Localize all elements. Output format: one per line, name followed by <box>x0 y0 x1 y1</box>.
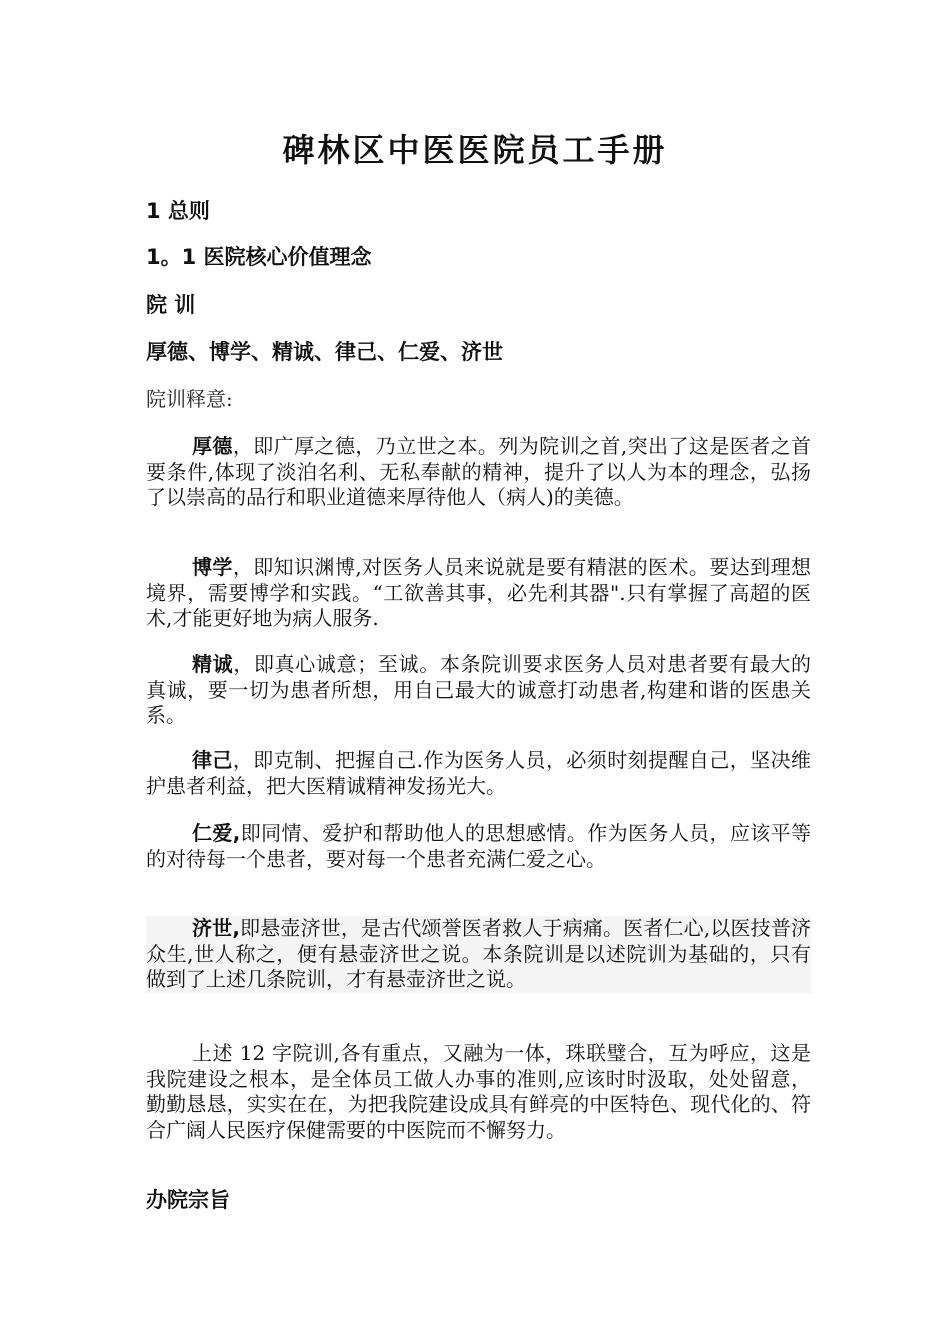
paragraph-jingcheng <box>146 652 811 729</box>
paragraph-term: 博学 <box>192 555 233 579</box>
motto-text: 厚德、博学、精诚、律己、仁爱、济世 <box>146 340 503 364</box>
paragraph-text: 即同情、爱护和帮助他人的思想感情。作为医务人员，应该平等的对待每一个患者，要对每一个患者充满仁爱之心。 <box>146 821 811 871</box>
paragraph-text: 即悬壶济世，是古代颂誉医者救人于病痛。医者仁心,以医技普济众生,世人称之，便有悬壶济世之说。本条院训是以述院训为基础的，只有做到了上述几条院训，才有悬壶济世之说。 <box>146 916 812 991</box>
paragraph-jishi <box>146 916 811 993</box>
paragraph-term: 精诚 <box>192 652 234 676</box>
paragraph-text: ，即克制、把握自己.作为医务人员，必须时刻提醒自己，坚决维护患者利益，把大医精诚精神发扬光大。 <box>146 748 811 798</box>
paragraph-text: ，即知识渊博,对医务人员来说就是要有精湛的医术。要达到理想境界，需要博学和实践。“工欲善其事，必先利其器".只有掌握了高超的医术,才能更好地为病人服务. <box>146 555 811 630</box>
paragraph-text: ，即广厚之德，乃立世之本。列为院训之首,突出了这是医者之首要条件,体现了淡泊名利、无私奉献的精神，提升了以人为本的理念，弘扬了以崇高的品行和职业道德来厚待他人（病人)的美德。 <box>146 434 811 509</box>
paragraph-summary: 上述 12 字院训,各有重点，又融为一体，珠联璧合，互为呼应，这是我院建设之根本，是全体员工做人办事的准则,应该时时汲取，处处留意，勤勤恳恳，实实在在，为把我院建设成具有鲜亮的中医特色、现代化的、符合广阔人民医疗保健需要的中医院而不懈努力。 <box>146 1041 811 1142</box>
paragraph-renai <box>146 821 811 872</box>
section-heading-core-values: 1。1 医院核心价值理念 <box>146 245 372 269</box>
section-heading-purpose: 办院宗旨 <box>146 1188 230 1212</box>
paragraph-boxue <box>146 555 811 632</box>
paragraph-term: 律己 <box>192 748 233 772</box>
paragraph-houde <box>146 434 811 511</box>
paragraph-term: 济世, <box>192 916 240 940</box>
document-title: 碑林区中医医院员工手册 <box>282 131 668 169</box>
section-heading-general: 1 总则 <box>146 199 210 223</box>
paragraph-text: ，即真心诚意；至诚。本条院训要求医务人员对患者要有最大的真诚，要一切为患者所想，用自己最大的诚意打动患者,构建和谐的医患关系。 <box>146 652 812 727</box>
paragraph-term: 厚德 <box>192 434 233 458</box>
paragraph-lvji <box>146 748 811 799</box>
motto-heading: 院 训 <box>146 293 196 317</box>
paragraph-term: 仁爱, <box>192 821 241 845</box>
explanation-label: 院训释意: <box>146 387 233 411</box>
